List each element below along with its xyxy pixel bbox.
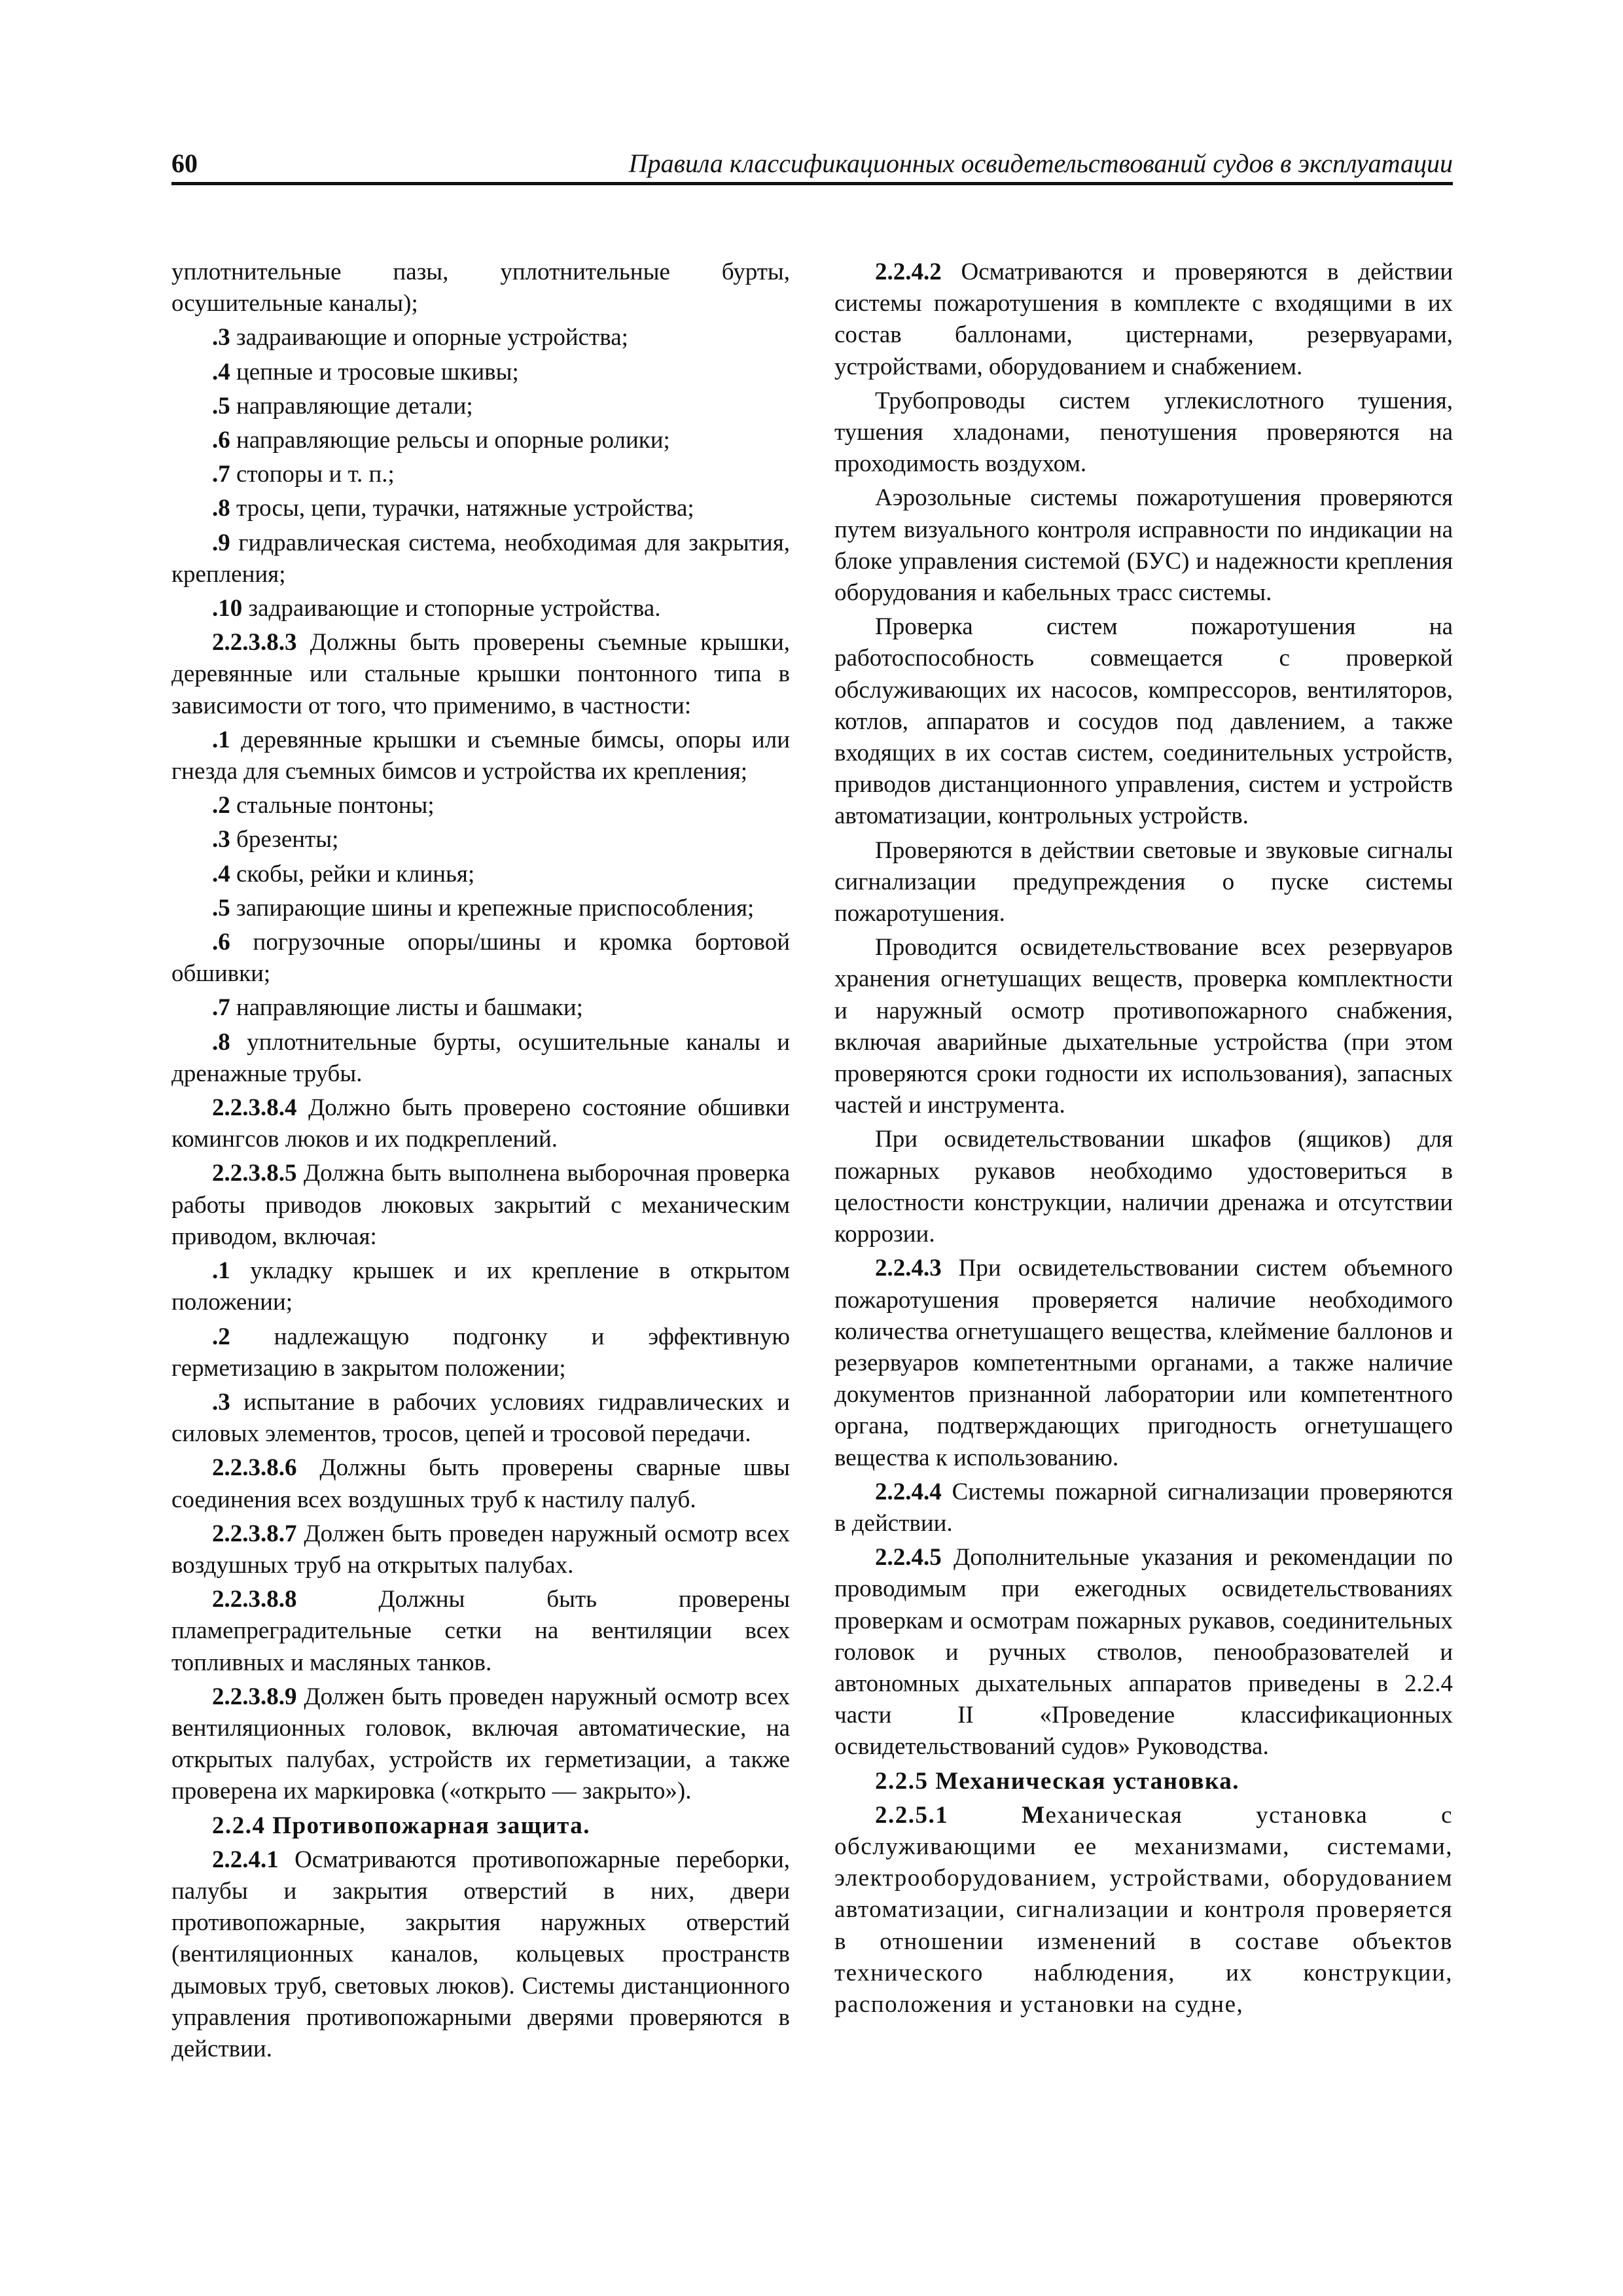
list-item: .6 погрузочные опоры/шины и кромка бортовой обшивки; xyxy=(171,929,790,988)
left-column xyxy=(171,257,790,2068)
paragraph: 2.2.4.3 При освидетельствовании систем объемного пожаротушения проверяется наличие необходимого количества огнетушащего вещества, клеймение баллонов и резервуаров компетентными органами, а также наличие документов признанной лаборатории или компетентного органа, подтверждающих пригодность огнетушащего вещества к использованию. xyxy=(834,1255,1453,1471)
paragraph: Трубопроводы систем углекислотного тушения, тушения хладонами, пенотушения проверяются на проходимость воздухом. xyxy=(834,387,1453,478)
right-column xyxy=(834,257,1453,2023)
list-item: .4 скобы, рейки и клинья; xyxy=(212,860,475,888)
paragraph: 2.2.3.8.5 Должна быть выполнена выборочная проверка работы приводов люковых закрытий с механическим приводом, включая: xyxy=(171,1160,790,1250)
list-item: .1 укладку крышек и их крепление в открытом положении; xyxy=(171,1257,790,1316)
running-title: Правила классификационных освидетельствований судов в эксплуатации xyxy=(628,149,1453,178)
paragraph: 2.2.3.8.6 Должны быть проверены сварные швы соединения всех воздушных труб к настилу палуб. xyxy=(171,1454,790,1513)
paragraph: уплотнительные пазы, уплотнительные бурты, осушительные каналы); xyxy=(171,259,790,317)
paragraph: 2.2.3.8.4 Должно быть проверено состояние обшивки комингсов люков и их подкреплений. xyxy=(171,1094,790,1153)
section-heading: 2.2.5 Механическая установка. xyxy=(875,1767,1240,1795)
list-item: .3 испытание в рабочих условиях гидравлических и силовых элементов, тросов, цепей и тросовой передачи. xyxy=(171,1388,790,1448)
list-item: .8 тросы, цепи, турачки, натяжные устройства; xyxy=(212,495,694,522)
paragraph: 2.2.3.8.9 Должен быть проведен наружный осмотр всех вентиляционных головок, включая автоматические, на открытых палубах, устройств их герметизации, а также проверена их маркировка («открыто — закрыто»). xyxy=(171,1683,790,1805)
page-header xyxy=(171,145,1453,185)
list-item: .7 направляющие листы и башмаки; xyxy=(212,994,583,1022)
list-item: .5 направляющие детали; xyxy=(212,392,473,420)
list-item: .3 брезенты; xyxy=(212,826,339,853)
page-number: 60 xyxy=(171,149,198,178)
list-item: .9 гидравлическая система, необходимая для закрытия, крепления; xyxy=(171,529,790,588)
paragraph: 2.2.4.4 Системы пожарной сигнализации проверяются в действии. xyxy=(834,1478,1453,1537)
list-item: .5 запирающие шины и крепежные приспособления; xyxy=(212,894,755,922)
paragraph: 2.2.4.2 Осматриваются и проверяются в действии системы пожаротушения в комплекте с входящими в их состав баллонами, цистернами, резервуарами, устройствами, оборудованием и снабжением. xyxy=(834,259,1453,380)
paragraph: 2.2.3.8.7 Должен быть проведен наружный осмотр всех воздушных труб на открытых палубах. xyxy=(171,1520,790,1579)
list-item: .8 уплотнительные бурты, осушительные каналы и дренажные трубы. xyxy=(171,1028,790,1087)
list-item: .10 задраивающие и стопорные устройства. xyxy=(212,595,661,622)
list-item: .3 задраивающие и опорные устройства; xyxy=(212,324,628,351)
paragraph: 2.2.5.1 Механическая установка с обслуживающими ее механизмами, системами, электрооборудованием, устройствами, оборудованием автоматизации, сигнализации и контроля проверяется в отношении изменений в составе объектов технического наблюдения, их конструкции, расположения и установки на судне, xyxy=(834,1801,1453,2018)
paragraph: Аэрозольные системы пожаротушения проверяются путем визуального контроля исправности по индикации на блоке управления системой (БУС) и надежности крепления оборудования и кабельных трасс системы. xyxy=(834,484,1453,607)
paragraph: Проверка систем пожаротушения на работоспособность совмещается с проверкой обслуживающих их насосов, компрессоров, вентиляторов, котлов, аппаратов и сосудов под давлением, а также входящих в их состав систем, соединительных устройств, приводов дистанционного управления, систем и устройств автоматизации, контрольных устройств. xyxy=(834,613,1453,830)
list-item: .7 стопоры и т. п.; xyxy=(212,461,395,488)
list-item: .4 цепные и тросовые шкивы; xyxy=(212,358,519,386)
paragraph: Проводится освидетельствование всех резервуаров хранения огнетушащих веществ, проверка комплектности и наружный осмотр противопожарного снабжения, включая аварийные дыхательные устройства (при этом проверяются сроки годности их использования), запасных частей и инструмента. xyxy=(834,934,1453,1119)
paragraph: 2.2.4.1 Осматриваются противопожарные переборки, палубы и закрытия отверстий в них, двери противопожарные, закрытия наружных отверстий (вентиляционных каналов, кольцевых пространств дымовых труб, световых люков). Системы дистанционного управления противопожарными дверями проверяются в действии. xyxy=(171,1846,790,2062)
paragraph: 2.2.3.8.8 Должны быть проверены пламепреградительные сетки на вентиляции всех топливных и масляных танков. xyxy=(171,1586,790,1676)
list-item: .6 направляющие рельсы и опорные ролики; xyxy=(212,427,670,454)
paragraph: При освидетельствовании шкафов (ящиков) для пожарных рукавов необходимо удостовериться в целостности конструкции, наличии дренажа и отсутствии коррозии. xyxy=(834,1126,1453,1248)
list-item: .2 надлежащую подгонку и эффективную герметизацию в закрытом положении; xyxy=(171,1323,790,1382)
paragraph: 2.2.3.8.3 Должны быть проверены съемные крышки, деревянные или стальные крышки понтонного типа в зависимости от того, что применимо, в частности: xyxy=(171,629,790,719)
list-item: .1 деревянные крышки и съемные бимсы, опоры или гнезда для съемных бимсов и устройства их крепления; xyxy=(171,726,790,785)
paragraph: 2.2.4.5 Дополнительные указания и рекомендации по проводимым при ежегодных освидетельствованиях проверкам и осмотрам пожарных рукавов, соединительных головок и ручных стволов, пенообразователей и автономных дыхательных аппаратов приведены в 2.2.4 части II «Проведение классификационных освидетельствований судов» Руководства. xyxy=(834,1544,1453,1761)
section-heading: 2.2.4 Противопожарная защита. xyxy=(212,1812,591,1839)
list-item: .2 стальные понтоны; xyxy=(212,792,435,819)
paragraph: Проверяются в действии световые и звуковые сигналы сигнализации предупреждения о пуске системы пожаротушения. xyxy=(834,836,1453,927)
